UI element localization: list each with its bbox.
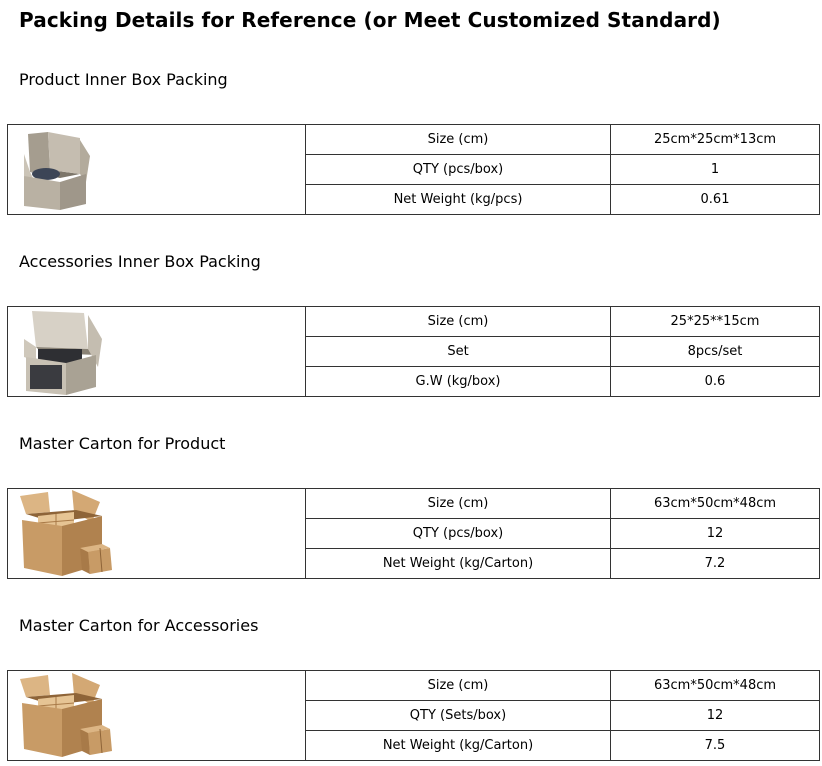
spec-value: 63cm*50cm*48cm bbox=[611, 671, 820, 701]
spec-value: 1 bbox=[611, 155, 820, 185]
spec-label: G.W (kg/box) bbox=[306, 367, 611, 397]
spec-value: 12 bbox=[611, 701, 820, 731]
table-row bbox=[8, 307, 820, 337]
spec-label: Set bbox=[306, 337, 611, 367]
product-inner-box-image bbox=[20, 130, 92, 210]
master-carton-product-table bbox=[7, 488, 820, 579]
spec-label: Size (cm) bbox=[306, 125, 611, 155]
accessories-inner-box-table bbox=[7, 306, 820, 397]
table-row bbox=[8, 671, 820, 701]
spec-value: 0.61 bbox=[611, 185, 820, 215]
spec-label: QTY (Sets/box) bbox=[306, 701, 611, 731]
table-row bbox=[8, 489, 820, 519]
spec-label: Net Weight (kg/Carton) bbox=[306, 549, 611, 579]
section-heading-product-inner-box: Product Inner Box Packing bbox=[19, 70, 228, 89]
master-carton-accessories-table bbox=[7, 670, 820, 761]
section-heading-master-carton-accessories: Master Carton for Accessories bbox=[19, 616, 259, 635]
image-cell bbox=[8, 307, 306, 397]
image-cell bbox=[8, 671, 306, 761]
spec-value: 7.5 bbox=[611, 731, 820, 761]
spec-value: 12 bbox=[611, 519, 820, 549]
spec-value: 8pcs/set bbox=[611, 337, 820, 367]
page-title: Packing Details for Reference (or Meet Customized Standard) bbox=[19, 8, 721, 32]
accessories-inner-box-image bbox=[22, 309, 102, 395]
spec-label: Size (cm) bbox=[306, 671, 611, 701]
spec-value: 25*25**15cm bbox=[611, 307, 820, 337]
spec-value: 0.6 bbox=[611, 367, 820, 397]
spec-label: Net Weight (kg/pcs) bbox=[306, 185, 611, 215]
spec-label: Size (cm) bbox=[306, 489, 611, 519]
spec-label: Net Weight (kg/Carton) bbox=[306, 731, 611, 761]
spec-label: QTY (pcs/box) bbox=[306, 155, 611, 185]
master-carton-product-image bbox=[18, 490, 114, 578]
product-inner-box-table bbox=[7, 124, 820, 215]
spec-label: Size (cm) bbox=[306, 307, 611, 337]
image-cell bbox=[8, 489, 306, 579]
table-row bbox=[8, 125, 820, 155]
master-carton-accessories-image bbox=[18, 673, 114, 759]
section-heading-accessories-inner-box: Accessories Inner Box Packing bbox=[19, 252, 261, 271]
spec-value: 63cm*50cm*48cm bbox=[611, 489, 820, 519]
spec-value: 7.2 bbox=[611, 549, 820, 579]
image-cell bbox=[8, 125, 306, 215]
section-heading-master-carton-product: Master Carton for Product bbox=[19, 434, 226, 453]
spec-value: 25cm*25cm*13cm bbox=[611, 125, 820, 155]
spec-label: QTY (pcs/box) bbox=[306, 519, 611, 549]
